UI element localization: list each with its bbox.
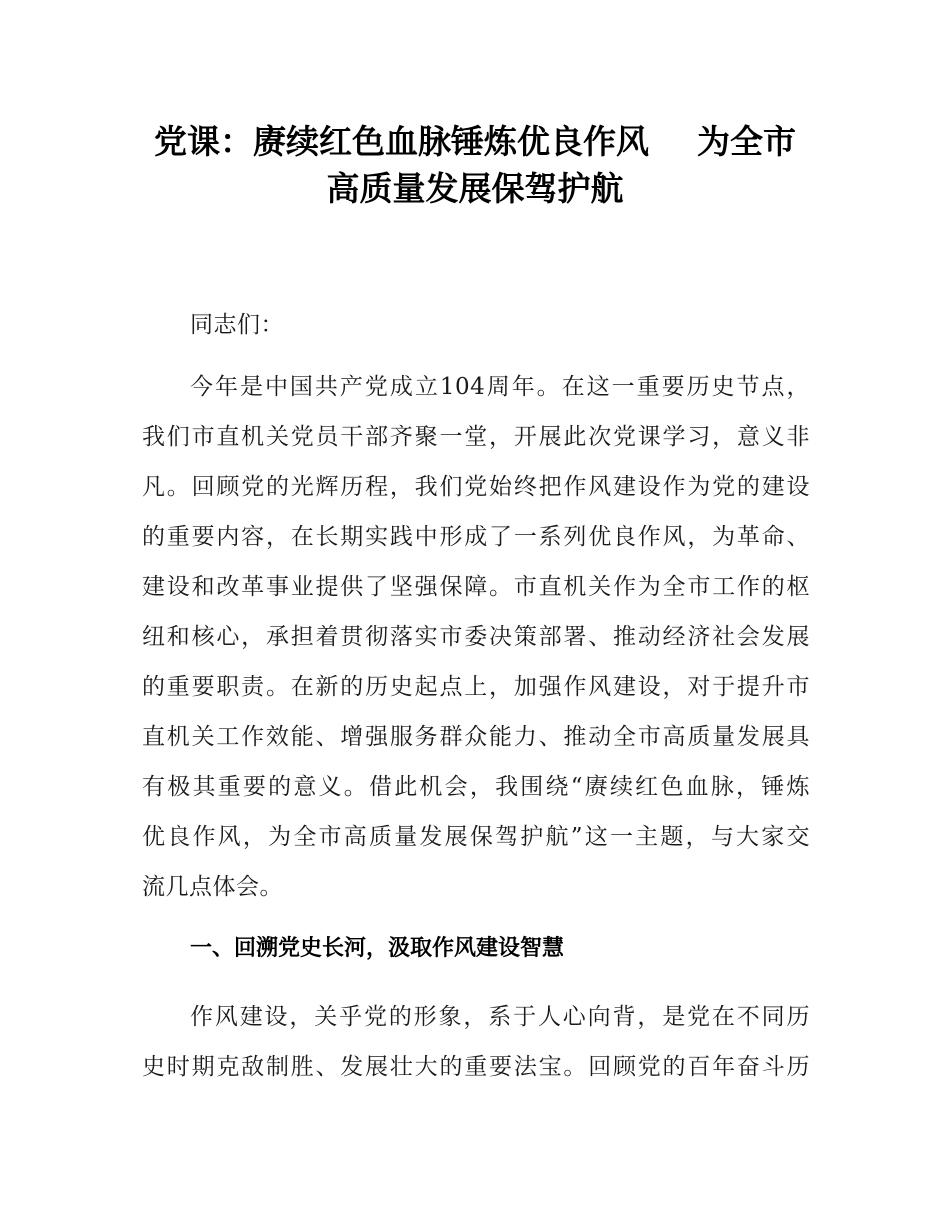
section-heading: 一、回溯党史长河，汲取作风建设智慧 <box>190 936 565 961</box>
paragraph-line: 凡。回顾党的光辉历程，我们党始终把作风建设作为党的建设 <box>142 474 810 500</box>
salutation: 同志们： <box>190 312 284 338</box>
document-title-line-2: 高质量发展保驾护航 <box>326 169 624 208</box>
paragraph-line: 流几点体会。 <box>142 874 283 900</box>
title-part-2: 为全市 <box>697 122 796 161</box>
document-title-line-1 <box>140 122 810 161</box>
paragraph-line: 作风建设，关乎党的形象，系于人心向背，是党在不同历 <box>190 1004 810 1030</box>
paragraph-line: 的重要职责。在新的历史起点上，加强作风建设，对于提升市 <box>142 674 810 700</box>
paragraph-line: 建设和改革事业提供了坚强保障。市直机关作为全市工作的枢 <box>142 574 810 600</box>
title-part-1: 党课：赓续红色血脉锤炼优良作风 <box>154 122 649 161</box>
paragraph-line: 纽和核心，承担着贯彻落实市委决策部署、推动经济社会发展 <box>142 624 810 650</box>
paragraph-line: 史时期克敌制胜、发展壮大的重要法宝。回顾党的百年奋斗历 <box>142 1054 810 1080</box>
paragraph-line: 的重要内容，在长期实践中形成了一系列优良作风，为革命、 <box>142 524 810 550</box>
paragraph-line: 有极其重要的意义。借此机会，我围绕“赓续红色血脉，锤炼 <box>142 774 810 800</box>
paragraph-line: 直机关工作效能、增强服务群众能力、推动全市高质量发展具 <box>142 724 810 750</box>
paragraph-line: 今年是中国共产党成立104周年。在这一重要历史节点， <box>190 374 810 400</box>
paragraph-line: 优良作风，为全市高质量发展保驾护航”这一主题，与大家交 <box>142 824 810 850</box>
paragraph-line: 我们市直机关党员干部齐聚一堂，开展此次党课学习，意义非 <box>142 424 810 450</box>
